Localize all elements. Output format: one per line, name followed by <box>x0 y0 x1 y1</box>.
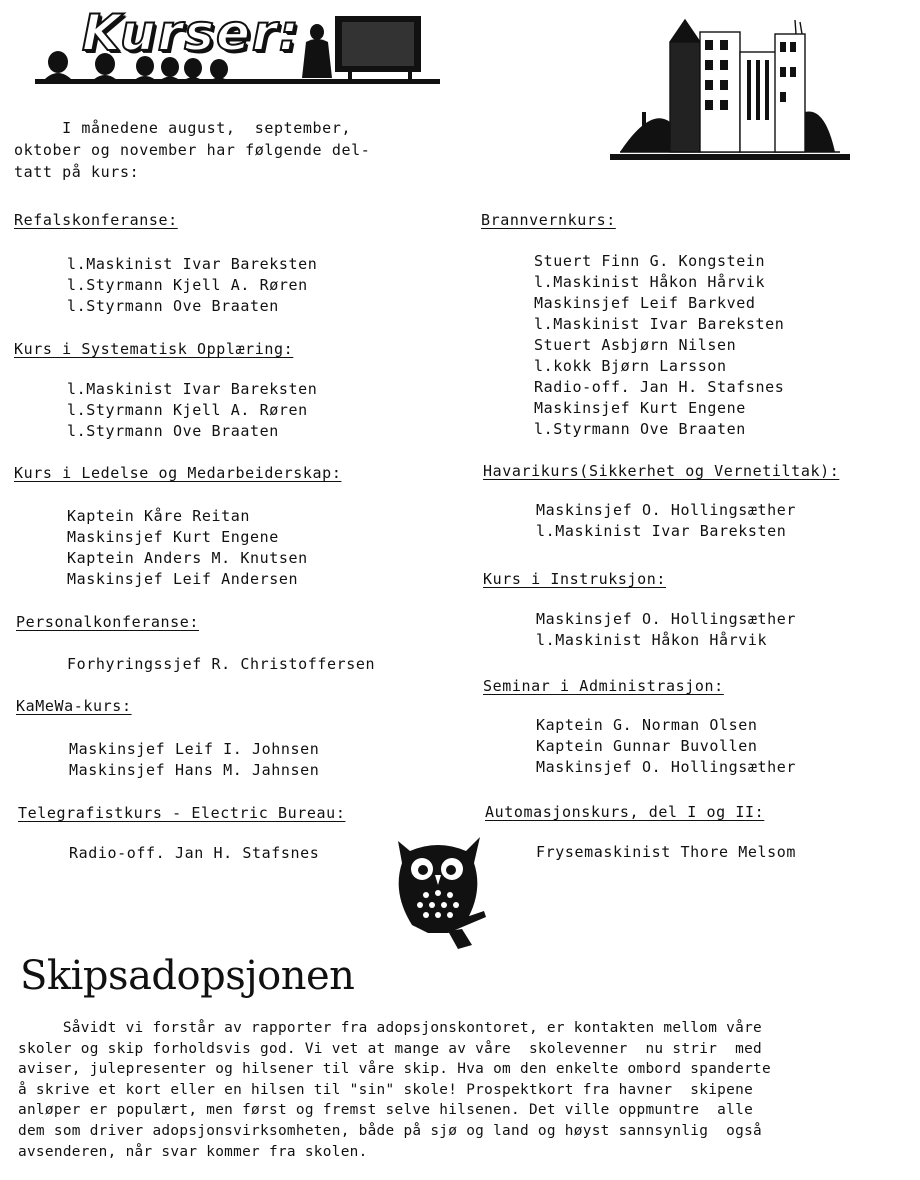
participant-list <box>536 609 796 651</box>
participant-list <box>67 379 317 442</box>
masthead <box>30 4 450 87</box>
participant: Maskinsjef Kurt Engene <box>67 528 279 546</box>
participant: Maskinsjef O. Hollingsæther <box>536 758 797 776</box>
section-heading: Seminar i Administrasjon: <box>483 677 724 695</box>
participant: l.kokk Bjørn Larsson <box>534 357 727 375</box>
participant: Radio-off. Jan H. Stafsnes <box>534 378 785 396</box>
participant-list <box>536 842 796 863</box>
participant: l.Maskinist Ivar Bareksten <box>67 380 318 398</box>
section-heading: Telegrafistkurs - Electric Bureau: <box>18 804 346 822</box>
participant-list <box>67 654 375 675</box>
participant: Forhyringssjef R. Christoffersen <box>67 655 376 673</box>
intro-line: oktober og november har følgende del- <box>14 141 371 159</box>
participant-list <box>67 506 308 590</box>
masthead-title: Kurser: <box>82 4 301 62</box>
article-body <box>18 1018 903 1162</box>
participant: Stuert Asbjørn Nilsen <box>534 336 737 354</box>
participant: l.Maskinist Håkon Hårvik <box>534 273 766 291</box>
participant-list <box>536 715 796 778</box>
owl-illustration <box>388 833 488 953</box>
article-line: avsenderen, når svar kommer fra skolen. <box>18 1143 368 1160</box>
participant: Maskinsjef Hans M. Jahnsen <box>69 761 320 779</box>
section-heading: Kurs i Instruksjon: <box>483 570 666 588</box>
article-title: Skipsadopsjonen <box>20 953 355 999</box>
participant: Maskinsjef Leif Barkved <box>534 294 756 312</box>
participant: l.Maskinist Ivar Bareksten <box>534 315 785 333</box>
participant: l.Styrmann Ove Braaten <box>67 297 279 315</box>
participant: Maskinsjef Kurt Engene <box>534 399 746 417</box>
participant: Radio-off. Jan H. Stafsnes <box>69 844 320 862</box>
section-heading: KaMeWa-kurs: <box>16 697 132 715</box>
participant: Maskinsjef Leif I. Johnsen <box>69 740 320 758</box>
participant: Kaptein G. Norman Olsen <box>536 716 758 734</box>
participant: l.Styrmann Kjell A. Røren <box>67 401 308 419</box>
participant: Frysemaskinist Thore Melsom <box>536 843 797 861</box>
section-heading: Personalkonferanse: <box>16 613 199 631</box>
participant: Stuert Finn G. Kongstein <box>534 252 766 270</box>
participant: l.Maskinist Ivar Bareksten <box>536 522 787 540</box>
section-heading: Kurs i Systematisk Opplæring: <box>14 340 294 358</box>
participant: Maskinsjef O. Hollingsæther <box>536 610 797 628</box>
participant-list <box>69 843 319 864</box>
section-heading: Automasjonskurs, del I og II: <box>485 803 765 821</box>
participant: l.Styrmann Ove Braaten <box>534 420 746 438</box>
participant: l.Maskinist Ivar Bareksten <box>67 255 318 273</box>
section-heading: Brannvernkurs: <box>481 211 616 229</box>
ship-building-illustration <box>610 12 850 162</box>
section-heading: Refalskonferanse: <box>14 211 178 229</box>
participant-list <box>534 251 784 440</box>
intro-line: I månedene august, september, <box>14 119 352 137</box>
participant: Maskinsjef O. Hollingsæther <box>536 501 797 519</box>
participant-list <box>536 500 796 542</box>
section-heading: Havarikurs(Sikkerhet og Vernetiltak): <box>483 462 840 480</box>
section-heading: Kurs i Ledelse og Medarbeiderskap: <box>14 464 342 482</box>
article-line: Såvidt vi forstår av rapporter fra adopsjonskontoret, er kontakten mellom våre <box>18 1020 763 1036</box>
article-line: anløper er populært, men først og fremst selve hilsenen. Det ville oppmuntre alle <box>18 1102 754 1119</box>
participant: l.Styrmann Ove Braaten <box>67 422 279 440</box>
participant: l.Styrmann Kjell A. Røren <box>67 276 308 294</box>
participant-list <box>67 254 317 317</box>
article-line: å skrive et kort eller en hilsen til "sin" skole! Prospektkort fra havner skipene <box>18 1081 754 1098</box>
intro-line: tatt på kurs: <box>14 163 140 181</box>
participant: Maskinsjef Leif Andersen <box>67 570 299 588</box>
article-line: skoler og skip forholdsvis god. Vi vet at mange av våre skolevenner nu strir med <box>18 1040 763 1057</box>
intro-paragraph <box>14 117 414 183</box>
article-line: dem som driver adopsjonsvirksomheten, både på sjø og land og høyst sannsynlig også <box>18 1122 763 1139</box>
participant: Kaptein Anders M. Knutsen <box>67 549 308 567</box>
participant: l.Maskinist Håkon Hårvik <box>536 631 768 649</box>
participant-list <box>69 739 319 781</box>
participant: Kaptein Gunnar Buvollen <box>536 737 758 755</box>
participant: Kaptein Kåre Reitan <box>67 507 250 525</box>
article-line: aviser, julepresenter og hilsener til våre skip. Hva om den enkelte ombord spanderte <box>18 1061 771 1078</box>
